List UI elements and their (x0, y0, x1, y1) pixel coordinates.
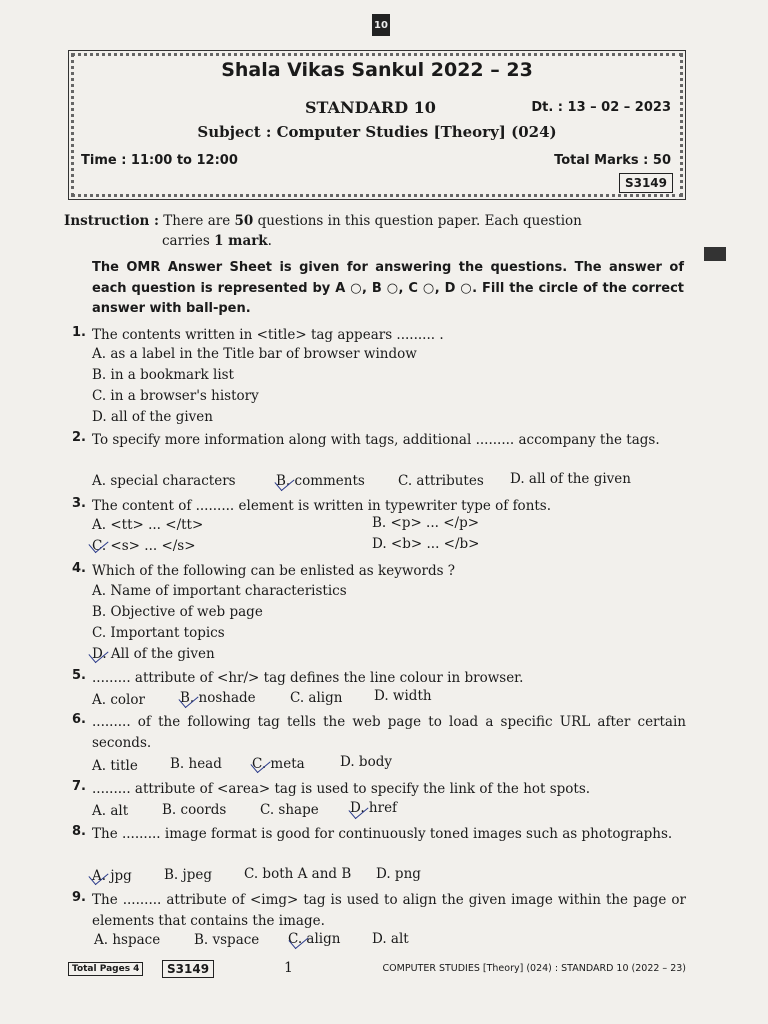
option: B. Objective of web page (92, 604, 263, 620)
option: D. width (374, 688, 432, 704)
paper-code: S3149 (619, 173, 673, 193)
question-number: 1. (72, 325, 86, 340)
option: B. coords (162, 802, 227, 818)
question-number: 6. (72, 712, 86, 727)
question-1 (72, 325, 686, 346)
instruction-text: There are (163, 213, 231, 229)
option: A. color (92, 692, 145, 708)
instruction-text: questions in this question paper. Each question (257, 213, 582, 229)
question-5 (72, 668, 686, 689)
marks-per-question: 1 mark (214, 233, 268, 249)
option: A. title (92, 758, 138, 774)
option: C. meta (252, 756, 305, 772)
option: A. Name of important characteristics (92, 583, 347, 599)
side-mark (704, 247, 726, 261)
option: D. all of the given (92, 409, 213, 425)
question-stem: The ......... image format is good for continuously toned images such as photographs. (92, 826, 673, 842)
question-number: 9. (72, 890, 86, 905)
instruction-text: . (267, 233, 272, 249)
exam-title: Shala Vikas Sankul 2022 – 23 (221, 59, 533, 81)
page-number: 1 (284, 960, 293, 976)
question-8 (72, 824, 686, 845)
top-page-number: 10 (372, 14, 390, 36)
option: D. href (350, 800, 398, 816)
question-number: 7. (72, 779, 86, 794)
option: B. jpeg (164, 867, 212, 883)
exam-time: Time : 11:00 to 12:00 (81, 153, 238, 168)
question-9 (72, 890, 686, 932)
option: D. all of the given (510, 471, 631, 487)
question-stem: Which of the following can be enlisted as keywords ? (92, 563, 456, 579)
question-7 (72, 779, 686, 800)
option: B. noshade (180, 690, 256, 706)
option: A. alt (92, 803, 129, 819)
question-number: 4. (72, 561, 86, 576)
question-4 (72, 561, 686, 582)
instruction-label: Instruction : (64, 213, 159, 229)
option: A. jpg (92, 868, 132, 884)
question-number: 8. (72, 824, 86, 839)
option: C. in a browser's history (92, 388, 259, 404)
question-number: 5. (72, 668, 86, 683)
exam-date: Dt. : 13 – 02 – 2023 (531, 100, 671, 115)
option: C. both A and B (244, 866, 352, 882)
option: A. hspace (94, 932, 161, 948)
question-number: 2. (72, 430, 86, 445)
option: C. Important topics (92, 625, 225, 641)
footer (68, 960, 688, 982)
question-6 (72, 712, 686, 754)
option: B. comments (276, 473, 365, 489)
option: A. <tt> ... </tt> (92, 517, 204, 533)
option: C. shape (260, 802, 319, 818)
option: B. in a bookmark list (92, 367, 234, 383)
omr-instruction: The OMR Answer Sheet is given for answering the questions. The answer of each question is represented by A ○, B ○, C ○, D ○. Fill the circle of the correct answer with ball-pen. (92, 260, 684, 316)
option: D. body (340, 754, 392, 770)
question-stem: ......... attribute of <area> tag is used to specify the link of the hot spots. (92, 781, 591, 797)
option: B. vspace (194, 932, 260, 948)
question-2 (72, 430, 686, 451)
option: D. All of the given (92, 646, 215, 662)
option: A. as a label in the Title bar of browser window (92, 346, 417, 362)
question-stem: The ......... attribute of <img> tag is used to align the given image within the page or elements that contains the image. (92, 892, 686, 929)
subject: Subject : Computer Studies [Theory] (024) (197, 123, 557, 141)
option: D. <b> ... </b> (372, 536, 480, 552)
option: C. align (288, 931, 341, 947)
footer-code: S3149 (162, 960, 214, 978)
header-box (68, 50, 686, 200)
question-count: 50 (234, 213, 254, 229)
option: D. alt (372, 931, 409, 947)
instruction (64, 211, 684, 251)
option: C. attributes (398, 473, 484, 489)
option: B. head (170, 756, 222, 772)
question-stem: The content of ......... element is written in typewriter type of fonts. (92, 498, 552, 514)
option: C. <s> ... </s> (92, 538, 196, 554)
question-stem: To specify more information along with tags, additional ......... accompany the tags. (92, 432, 660, 448)
question-stem: ......... attribute of <hr/> tag defines the line colour in browser. (92, 670, 524, 686)
question-stem: ......... of the following tag tells the web page to load a specific URL after certain seconds. (92, 714, 686, 751)
option: D. png (376, 866, 421, 882)
question-3 (72, 496, 686, 517)
total-pages: Total Pages 4 (68, 962, 143, 976)
question-stem: The contents written in <title> tag appears ......... . (92, 327, 444, 343)
option: B. <p> ... </p> (372, 515, 480, 531)
total-marks: Total Marks : 50 (554, 153, 671, 168)
instruction-text: carries (162, 233, 210, 249)
option: C. align (290, 690, 343, 706)
option: A. special characters (92, 473, 236, 489)
standard: STANDARD 10 (305, 98, 436, 117)
footer-info: COMPUTER STUDIES [Theory] (024) : STANDARD 10 (2022 – 23) (382, 963, 686, 974)
question-number: 3. (72, 496, 86, 511)
